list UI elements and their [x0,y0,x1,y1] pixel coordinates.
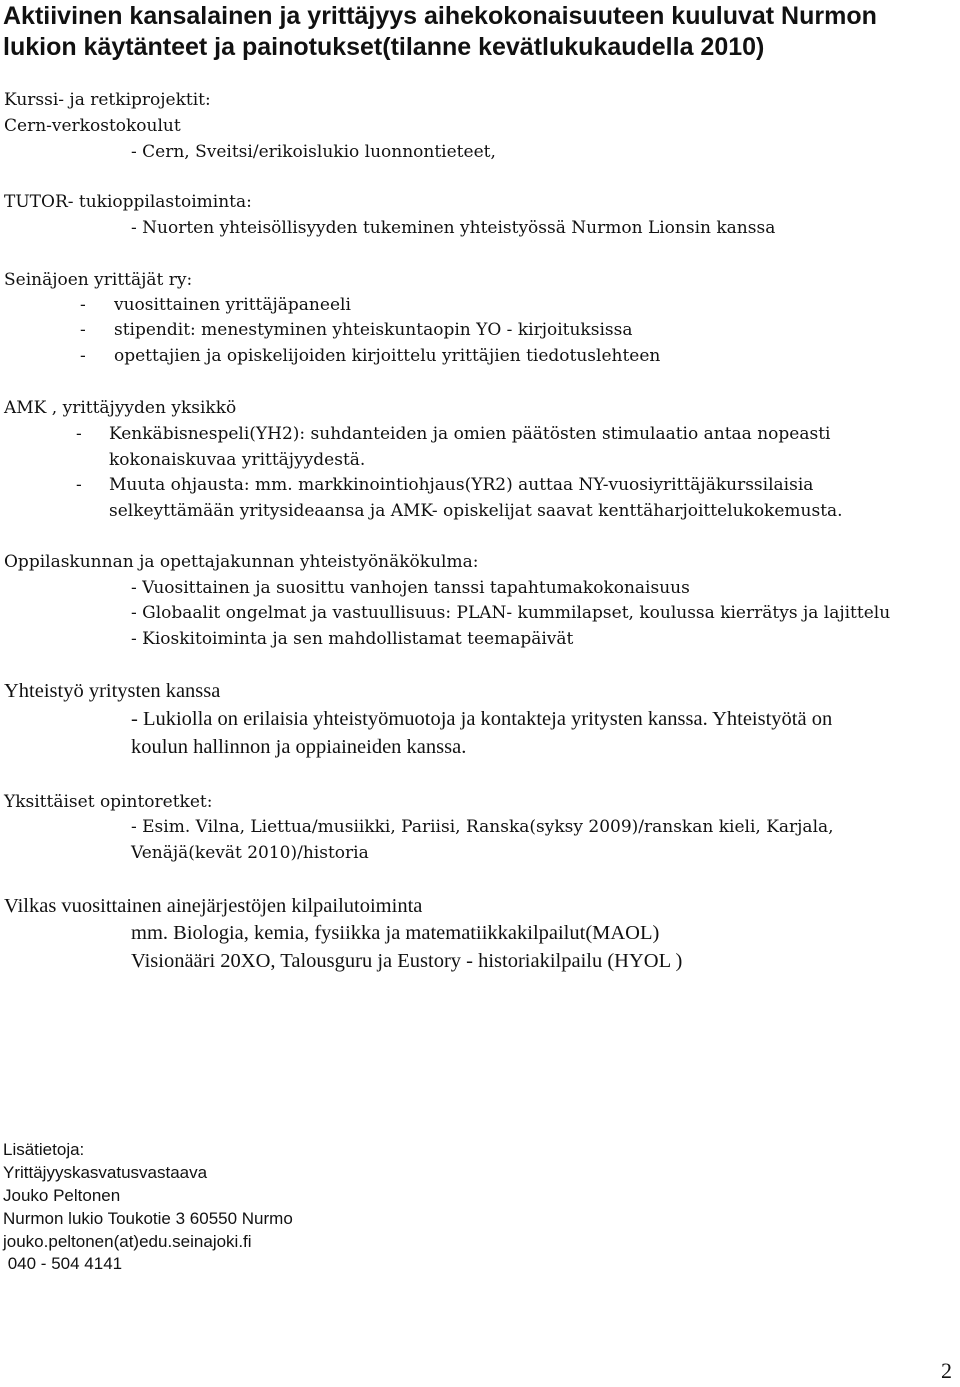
contact-role: Yrittäjyyskasvatusvastaava [3,1163,208,1182]
list-bullet: - [76,475,82,495]
section-heading-opintoretket: Yksittäiset opintoretket: [4,792,213,812]
list-item: Visionääri 20XO, Talousguru ja Eustory - historiakilpailu (HYOL ) [131,950,683,972]
list-bullet: - [80,320,86,340]
list-item: opettajien ja opiskelijoiden kirjoittelu yrittäjien tiedotuslehteen [114,346,661,366]
list-item: - Esim. Vilna, Liettua/musiikki, Pariisi, Ranska(syksy 2009)/ranskan kieli, Karjala, [131,817,834,837]
list-item-continuation: kokonaiskuvaa yrittäjyydestä. [109,450,366,470]
list-item: - Globaalit ongelmat ja vastuullisuus: PLAN- kummilapset, koulussa kierrätys ja lajittelu [131,603,891,623]
list-item-continuation: koulun hallinnon ja oppiaineiden kanssa. [131,736,467,758]
section-heading-amk: AMK , yrittäjyyden yksikkö [4,398,237,418]
list-item: - Nuorten yhteisöllisyyden tukeminen yhteistyössä Nurmon Lionsin kanssa [131,218,776,238]
list-item: vuosittainen yrittäjäpaneeli [114,295,351,315]
list-item: - Vuosittainen ja suosittu vanhojen tanssi tapahtumakokonaisuus [131,578,690,598]
list-item-continuation: selkeyttämään yritysideaansa ja AMK- opiskelijat saavat kenttäharjoittelukokemusta. [109,501,843,521]
section-heading-kurssi: Kurssi- ja retkiprojektit: [4,90,211,110]
document-title-line1: Aktiivinen kansalainen ja yrittäjyys aihekokonaisuuteen kuuluvat Nurmon [3,2,877,30]
sub-heading-cern: Cern-verkostokoulut [4,116,181,136]
page-number: 2 [941,1358,952,1383]
list-bullet: - [76,424,82,444]
contact-email: jouko.peltonen(at)edu.seinajoki.fi [3,1232,252,1251]
section-heading-yrittajat: Seinäjoen yrittäjät ry: [4,270,193,290]
section-heading-tutor: TUTOR- tukioppilastoiminta: [4,192,252,212]
contact-name: Jouko Peltonen [3,1186,121,1205]
list-item: Kenkäbisnespeli(YH2): suhdanteiden ja omien päätösten stimulaatio antaa nopeasti [109,424,831,444]
contact-phone: 040 - 504 4141 [3,1254,123,1273]
list-item-continuation: Venäjä(kevät 2010)/historia [131,843,369,863]
section-heading-kilpailutoiminta: Vilkas vuosittainen ainejärjestöjen kilpailutoiminta [4,895,423,917]
list-item: Muuta ohjausta: mm. markkinointiohjaus(YR2) auttaa NY-vuosiyrittäjäkurssilaisia [109,475,814,495]
list-item: - Cern, Sveitsi/erikoislukio luonnontieteet, [131,142,496,162]
document-title-line2: lukion käytänteet ja painotukset(tilanne kevätlukukaudella 2010) [3,33,765,61]
section-heading-oppilaskunta: Oppilaskunnan ja opettajakunnan yhteistyönäkökulma: [4,552,479,572]
list-item: stipendit: menestyminen yhteiskuntaopin YO - kirjoituksissa [114,320,633,340]
list-item: mm. Biologia, kemia, fysiikka ja matematiikkakilpailut(MAOL) [131,922,660,944]
list-bullet: - [80,346,86,366]
list-item: - Kioskitoiminta ja sen mahdollistamat teemapäivät [131,629,574,649]
section-heading-yhteistyo: Yhteistyö yritysten kanssa [4,680,221,702]
contact-address: Nurmon lukio Toukotie 3 60550 Nurmo [3,1209,293,1228]
list-bullet: - [80,295,86,315]
list-item: - Lukiolla on erilaisia yhteistyömuotoja ja kontakteja yritysten kanssa. Yhteistyötä on [131,708,833,730]
contact-label: Lisätietoja: [3,1140,85,1159]
